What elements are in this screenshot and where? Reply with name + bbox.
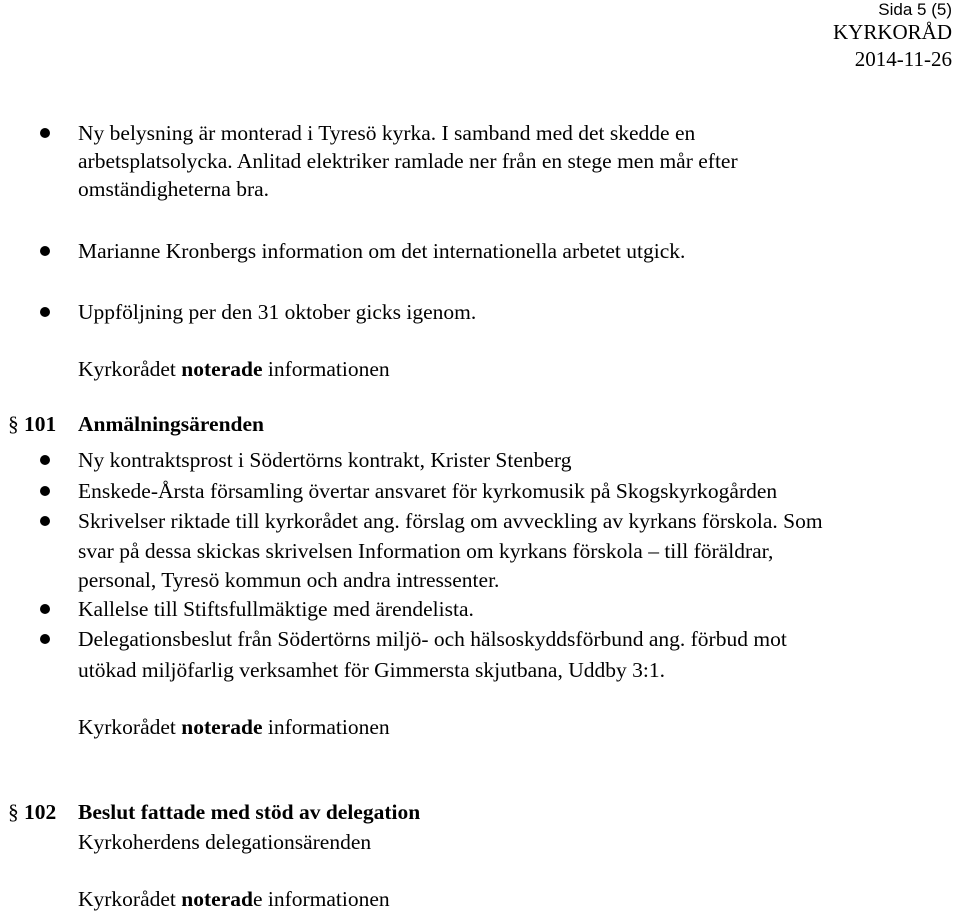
document-date: 2014-11-26 [854, 47, 952, 71]
list-item-line: Ny kontraktsprost i Södertörns kontrakt, Krister Stenberg [78, 448, 572, 472]
list-item-line: Delegationsbeslut från Södertörns miljö- och hälsoskyddsförbund ang. förbud mot [78, 627, 787, 651]
list-item-line: utökad miljöfarlig verksamhet för Gimmersta skjutbana, Uddby 3:1. [78, 658, 665, 682]
noted-verb: noterad [181, 887, 253, 911]
bullet-icon [40, 516, 50, 526]
list-item-line: Enskede-Årsta församling övertar ansvaret för kyrkomusik på Skogskyrkogården [78, 479, 778, 503]
noted-verb-suffix: e [252, 887, 263, 911]
page-number: Sida 5 (5) [878, 0, 952, 19]
section-body: Kyrkoherdens delegationsärenden [78, 830, 372, 854]
list-item-line: Skrivelser riktade till kyrkorådet ang. förslag om avveckling av kyrkans förskola. Som [78, 509, 823, 533]
bullet-icon [40, 455, 50, 465]
list-item-line: Kallelse till Stiftsfullmäktige med ärendelista. [78, 597, 474, 621]
bullet-icon [40, 604, 50, 614]
noted-verb: noterade [181, 715, 263, 739]
section-heading [8, 800, 19, 825]
list-item-line: arbetsplatsolycka. Anlitad elektriker ramlade ner från en stege men mår efter [78, 149, 738, 173]
section-number: 102 [24, 800, 57, 824]
bullet-icon [40, 307, 50, 317]
noted-object: informationen [267, 715, 390, 739]
section-mark: § [8, 800, 19, 824]
noted-subject: Kyrkorådet [78, 715, 176, 739]
list-item-line: Uppföljning per den 31 oktober gicks igenom. [78, 300, 477, 324]
noted-object: informationen [267, 887, 390, 911]
noted-statement [78, 885, 390, 913]
noted-statement [78, 355, 390, 383]
noted-verb: noterade [181, 357, 263, 381]
section-number: 101 [24, 412, 57, 436]
bullet-icon [40, 486, 50, 496]
section-heading [8, 412, 19, 437]
bullet-icon [40, 634, 50, 644]
bullet-icon [40, 128, 50, 138]
section-title: Anmälningsärenden [78, 412, 264, 436]
noted-subject: Kyrkorådet [78, 357, 176, 381]
noted-subject: Kyrkorådet [78, 887, 176, 911]
section-mark: § [8, 412, 19, 436]
document-org: KYRKORÅD [832, 20, 952, 44]
noted-object: informationen [267, 357, 390, 381]
noted-statement [78, 713, 390, 741]
list-item-line: Marianne Kronbergs information om det internationella arbetet utgick. [78, 239, 686, 263]
list-item-line: omständigheterna bra. [78, 177, 270, 201]
section-title: Beslut fattade med stöd av delegation [78, 800, 421, 824]
list-item-line: Ny belysning är monterad i Tyresö kyrka. I samband med det skedde en [78, 121, 696, 145]
bullet-icon [40, 246, 50, 256]
list-item-line: personal, Tyresö kommun och andra intressenter. [78, 568, 500, 592]
list-item-line: svar på dessa skickas skrivelsen Information om kyrkans förskola – till föräldrar, [78, 539, 774, 563]
